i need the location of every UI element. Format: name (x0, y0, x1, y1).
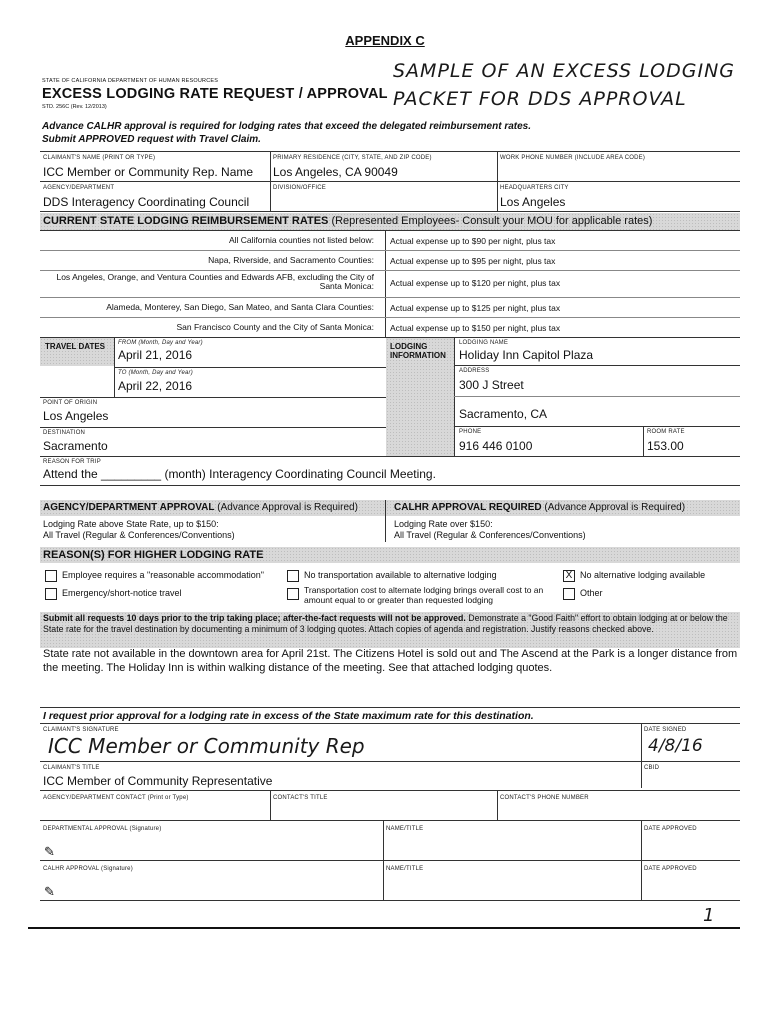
bottom-rule (28, 927, 740, 929)
lodging-name-label: LODGING NAME (459, 340, 509, 346)
claimant-title-label: CLAIMANT'S TITLE (43, 765, 100, 771)
destination-field[interactable]: Sacramento (43, 439, 108, 453)
rate-row: Los Angeles, Orange, and Ventura Counties and Edwards AFB, excluding the City of Santa Monica: Actual expense up to $120 per night, plus tax (56, 272, 561, 291)
destination-label: DESTINATION (43, 430, 86, 436)
justification-text[interactable]: State rate not available in the downtown area for April 21st. The Citizens Hotel is sold out and The Ascend at the Park is a longer distance from the meeting. The Holiday Inn is within walking distance of the meeting. See that attached lodging quotes. (43, 648, 738, 675)
residence-label: PRIMARY RESIDENCE (CITY, STATE, AND ZIP CODE) (273, 155, 432, 161)
lodging-info-label: LODGING INFORMATION (390, 342, 446, 361)
from-label: FROM (Month, Day and Year) (118, 340, 203, 346)
reason-label-other: Other (580, 588, 603, 598)
rate-row: Napa, Riverside, and Sacramento Counties: Actual expense up to $95 per night, plus tax (208, 255, 556, 266)
claimant-name-field[interactable]: ICC Member or Community Rep. Name (43, 165, 254, 179)
from-date-field[interactable]: April 21, 2016 (118, 348, 193, 362)
agency-approval-line2: All Travel (Regular & Conferences/Conventions) (43, 530, 235, 540)
address-label: ADDRESS (459, 368, 490, 374)
date-approved-label-2: DATE APPROVED (644, 866, 697, 872)
form-title: EXCESS LODGING RATE REQUEST / APPROVAL (42, 86, 388, 102)
room-rate-field[interactable]: 153.00 (647, 439, 684, 453)
calhr-approval-line1: Lodging Rate over $150: (394, 519, 493, 529)
calhr-approval-heading: CALHR APPROVAL REQUIRED (Advance Approval is Required) (394, 502, 686, 513)
travel-dates-label: TRAVEL DATES (45, 342, 106, 351)
division-label: DIVISION/OFFICE (273, 185, 327, 191)
rates-heading: CURRENT STATE LODGING REIMBURSEMENT RATES (Represented Employees- Consult your MOU for applicable rates) (43, 215, 653, 227)
phone-label: PHONE (459, 429, 482, 435)
form-id: STD. 256C (Rev. 12/2013) (42, 104, 107, 110)
agency-label: AGENCY/DEPARTMENT (43, 185, 115, 191)
city-field[interactable]: Sacramento, CA (459, 407, 548, 421)
date-signed-label: DATE SIGNED (644, 727, 687, 733)
name-title-label-1: NAME/TITLE (386, 826, 424, 832)
handwritten-note-line1: SAMPLE OF AN EXCESS LODGING (393, 60, 736, 82)
rate-row: Alameda, Monterey, San Diego, San Mateo, and Santa Clara Counties: Actual expense up to $125 per night, plus tax (106, 302, 561, 313)
instruction-2: Submit APPROVED request with Travel Claim. (42, 134, 261, 145)
contact-label: AGENCY/DEPARTMENT CONTACT (Print or Type) (43, 795, 189, 801)
reason-checkbox-no-alternative[interactable]: X (563, 570, 575, 582)
reason-field[interactable]: Attend the _________ (month) Interagency Coordinating Council Meeting. (43, 467, 436, 481)
reason-label-no-alternative: No alternative lodging available (580, 570, 706, 580)
page-number: 1 (703, 905, 715, 926)
rate-row: San Francisco County and the City of Santa Monica: Actual expense up to $150 per night, plus tax (176, 322, 561, 333)
phone-field[interactable]: 916 446 0100 (459, 439, 533, 453)
appendix-title: APPENDIX C (345, 33, 425, 48)
claimant-signature[interactable]: ICC Member or Community Rep (48, 734, 365, 758)
to-label: TO (Month, Day and Year) (118, 370, 193, 376)
origin-field[interactable]: Los Angeles (43, 409, 109, 423)
dept-signature-mark-icon: ✎ (44, 844, 55, 859)
reason-label-no-transportation: No transportation available to alternative lodging (304, 570, 497, 580)
reasons-heading: REASON(S) FOR HIGHER LODGING RATE (43, 549, 264, 561)
claimant-title-field[interactable]: ICC Member of Community Representative (43, 774, 273, 788)
reason-checkbox-transportation-cost[interactable] (287, 588, 299, 600)
instruction-1: Advance CALHR approval is required for lodging rates that exceed the delegated reimbursement rates. (42, 121, 532, 132)
to-date-field[interactable]: April 22, 2016 (118, 379, 193, 393)
handwritten-note-line2: PACKET FOR DDS APPROVAL (393, 88, 687, 110)
date-approved-label-1: DATE APPROVED (644, 826, 697, 832)
reason-checkbox-other[interactable] (563, 588, 575, 600)
lodging-name-field[interactable]: Holiday Inn Capitol Plaza (459, 348, 594, 362)
calhr-approval-line2: All Travel (Regular & Conferences/Conventions) (394, 530, 586, 540)
calhr-signature-mark-icon: ✎ (44, 884, 55, 899)
agency-header: STATE OF CALIFORNIA DEPARTMENT OF HUMAN RESOURCES (42, 78, 219, 84)
room-rate-label: ROOM RATE (647, 429, 685, 435)
reason-label: REASON FOR TRIP (43, 459, 101, 465)
dept-approval-label: DEPARTMENTAL APPROVAL (Signature) (43, 826, 162, 832)
reason-label-emergency: Emergency/short-notice travel (62, 588, 182, 598)
reason-label-transportation-cost: Transportation cost to alternate lodging brings overall cost to an amount equal to or greater than requested lodging (304, 585, 544, 605)
date-signed-field[interactable]: 4/8/16 (648, 736, 703, 756)
name-title-label-2: NAME/TITLE (386, 866, 424, 872)
reason-checkbox-no-transportation[interactable] (287, 570, 299, 582)
request-statement: I request prior approval for a lodging rate in excess of the State maximum rate for this destination. (43, 710, 534, 722)
agency-approval-line1: Lodging Rate above State Rate, up to $150: (43, 519, 219, 529)
submit-instructions: Submit all requests 10 days prior to the trip taking place; after-the-fact requests will not be approved. Demonstrate a "Good Faith" effort to obtain lodging at or below the State rate for the travel destination by documenting a minimum of 3 lodging quotes. Attach copies of agenda and registration. Justify reasons checked above. (43, 613, 728, 634)
address-field[interactable]: 300 J Street (459, 378, 524, 392)
reason-label-accommodation: Employee requires a "reasonable accommodation" (62, 570, 264, 580)
claimant-name-label: CLAIMANT'S NAME (PRINT OR TYPE) (43, 155, 156, 161)
hq-label: HEADQUARTERS CITY (500, 185, 569, 191)
contact-phone-label: CONTACT'S PHONE NUMBER (500, 795, 589, 801)
reason-checkbox-emergency[interactable] (45, 588, 57, 600)
agency-field[interactable]: DDS Interagency Coordinating Council (43, 195, 250, 209)
work-phone-label: WORK PHONE NUMBER (INCLUDE AREA CODE) (500, 155, 646, 161)
origin-label: POINT OF ORIGIN (43, 400, 98, 406)
claimant-signature-label: CLAIMANT'S SIGNATURE (43, 727, 119, 733)
reason-checkbox-accommodation[interactable] (45, 570, 57, 582)
contact-title-label: CONTACT'S TITLE (273, 795, 328, 801)
rate-row: All California counties not listed below: Actual expense up to $90 per night, plus tax (228, 235, 556, 246)
cbid-label: CBID (644, 765, 660, 771)
residence-field[interactable]: Los Angeles, CA 90049 (273, 165, 398, 179)
calhr-approval-label: CALHR APPROVAL (Signature) (43, 866, 133, 872)
hq-field[interactable]: Los Angeles (500, 195, 566, 209)
agency-approval-heading: AGENCY/DEPARTMENT APPROVAL (Advance Approval is Required) (43, 502, 358, 513)
